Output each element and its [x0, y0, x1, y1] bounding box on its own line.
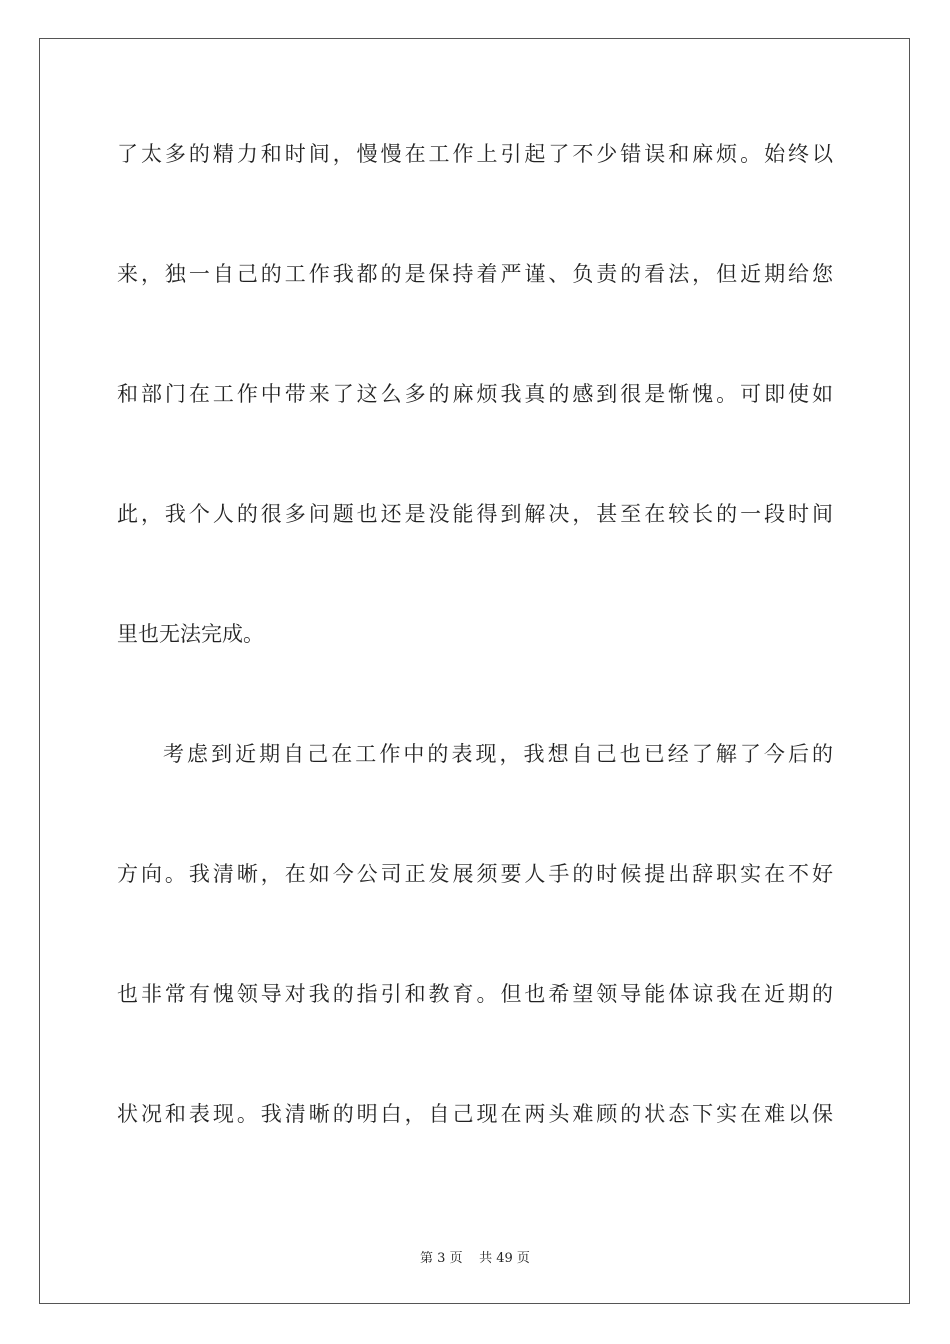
paragraph-line: 考虑到近期自己在工作中的表现，我想自己也已经了解了今后的: [163, 742, 833, 766]
paragraph-line: 来，独一自己的工作我都的是保持着严谨、负责的看法，但近期给您: [117, 262, 833, 286]
page-number: 第 3 页: [420, 1251, 463, 1266]
paragraph-line: 方向。我清晰，在如今公司正发展须要人手的时候提出辞职实在不好: [117, 862, 833, 886]
page-total: 共 49 页: [479, 1251, 530, 1266]
paragraph-line: 也非常有愧领导对我的指引和教育。但也希望领导能体谅我在近期的: [117, 982, 833, 1006]
paragraph-line: 此，我个人的很多问题也还是没能得到解决，甚至在较长的一段时间: [117, 502, 833, 526]
paragraph-line: 和部门在工作中带来了这么多的麻烦我真的感到很是惭愧。可即使如: [117, 382, 833, 406]
paragraph-line: 状况和表现。我清晰的明白，自己现在两头难顾的状态下实在难以保: [117, 1102, 833, 1126]
paragraph-line: 了太多的精力和时间，慢慢在工作上引起了不少错误和麻烦。始终以: [117, 142, 833, 166]
paragraph-line: 里也无法完成。: [117, 622, 264, 646]
page-footer: [0, 1247, 950, 1266]
